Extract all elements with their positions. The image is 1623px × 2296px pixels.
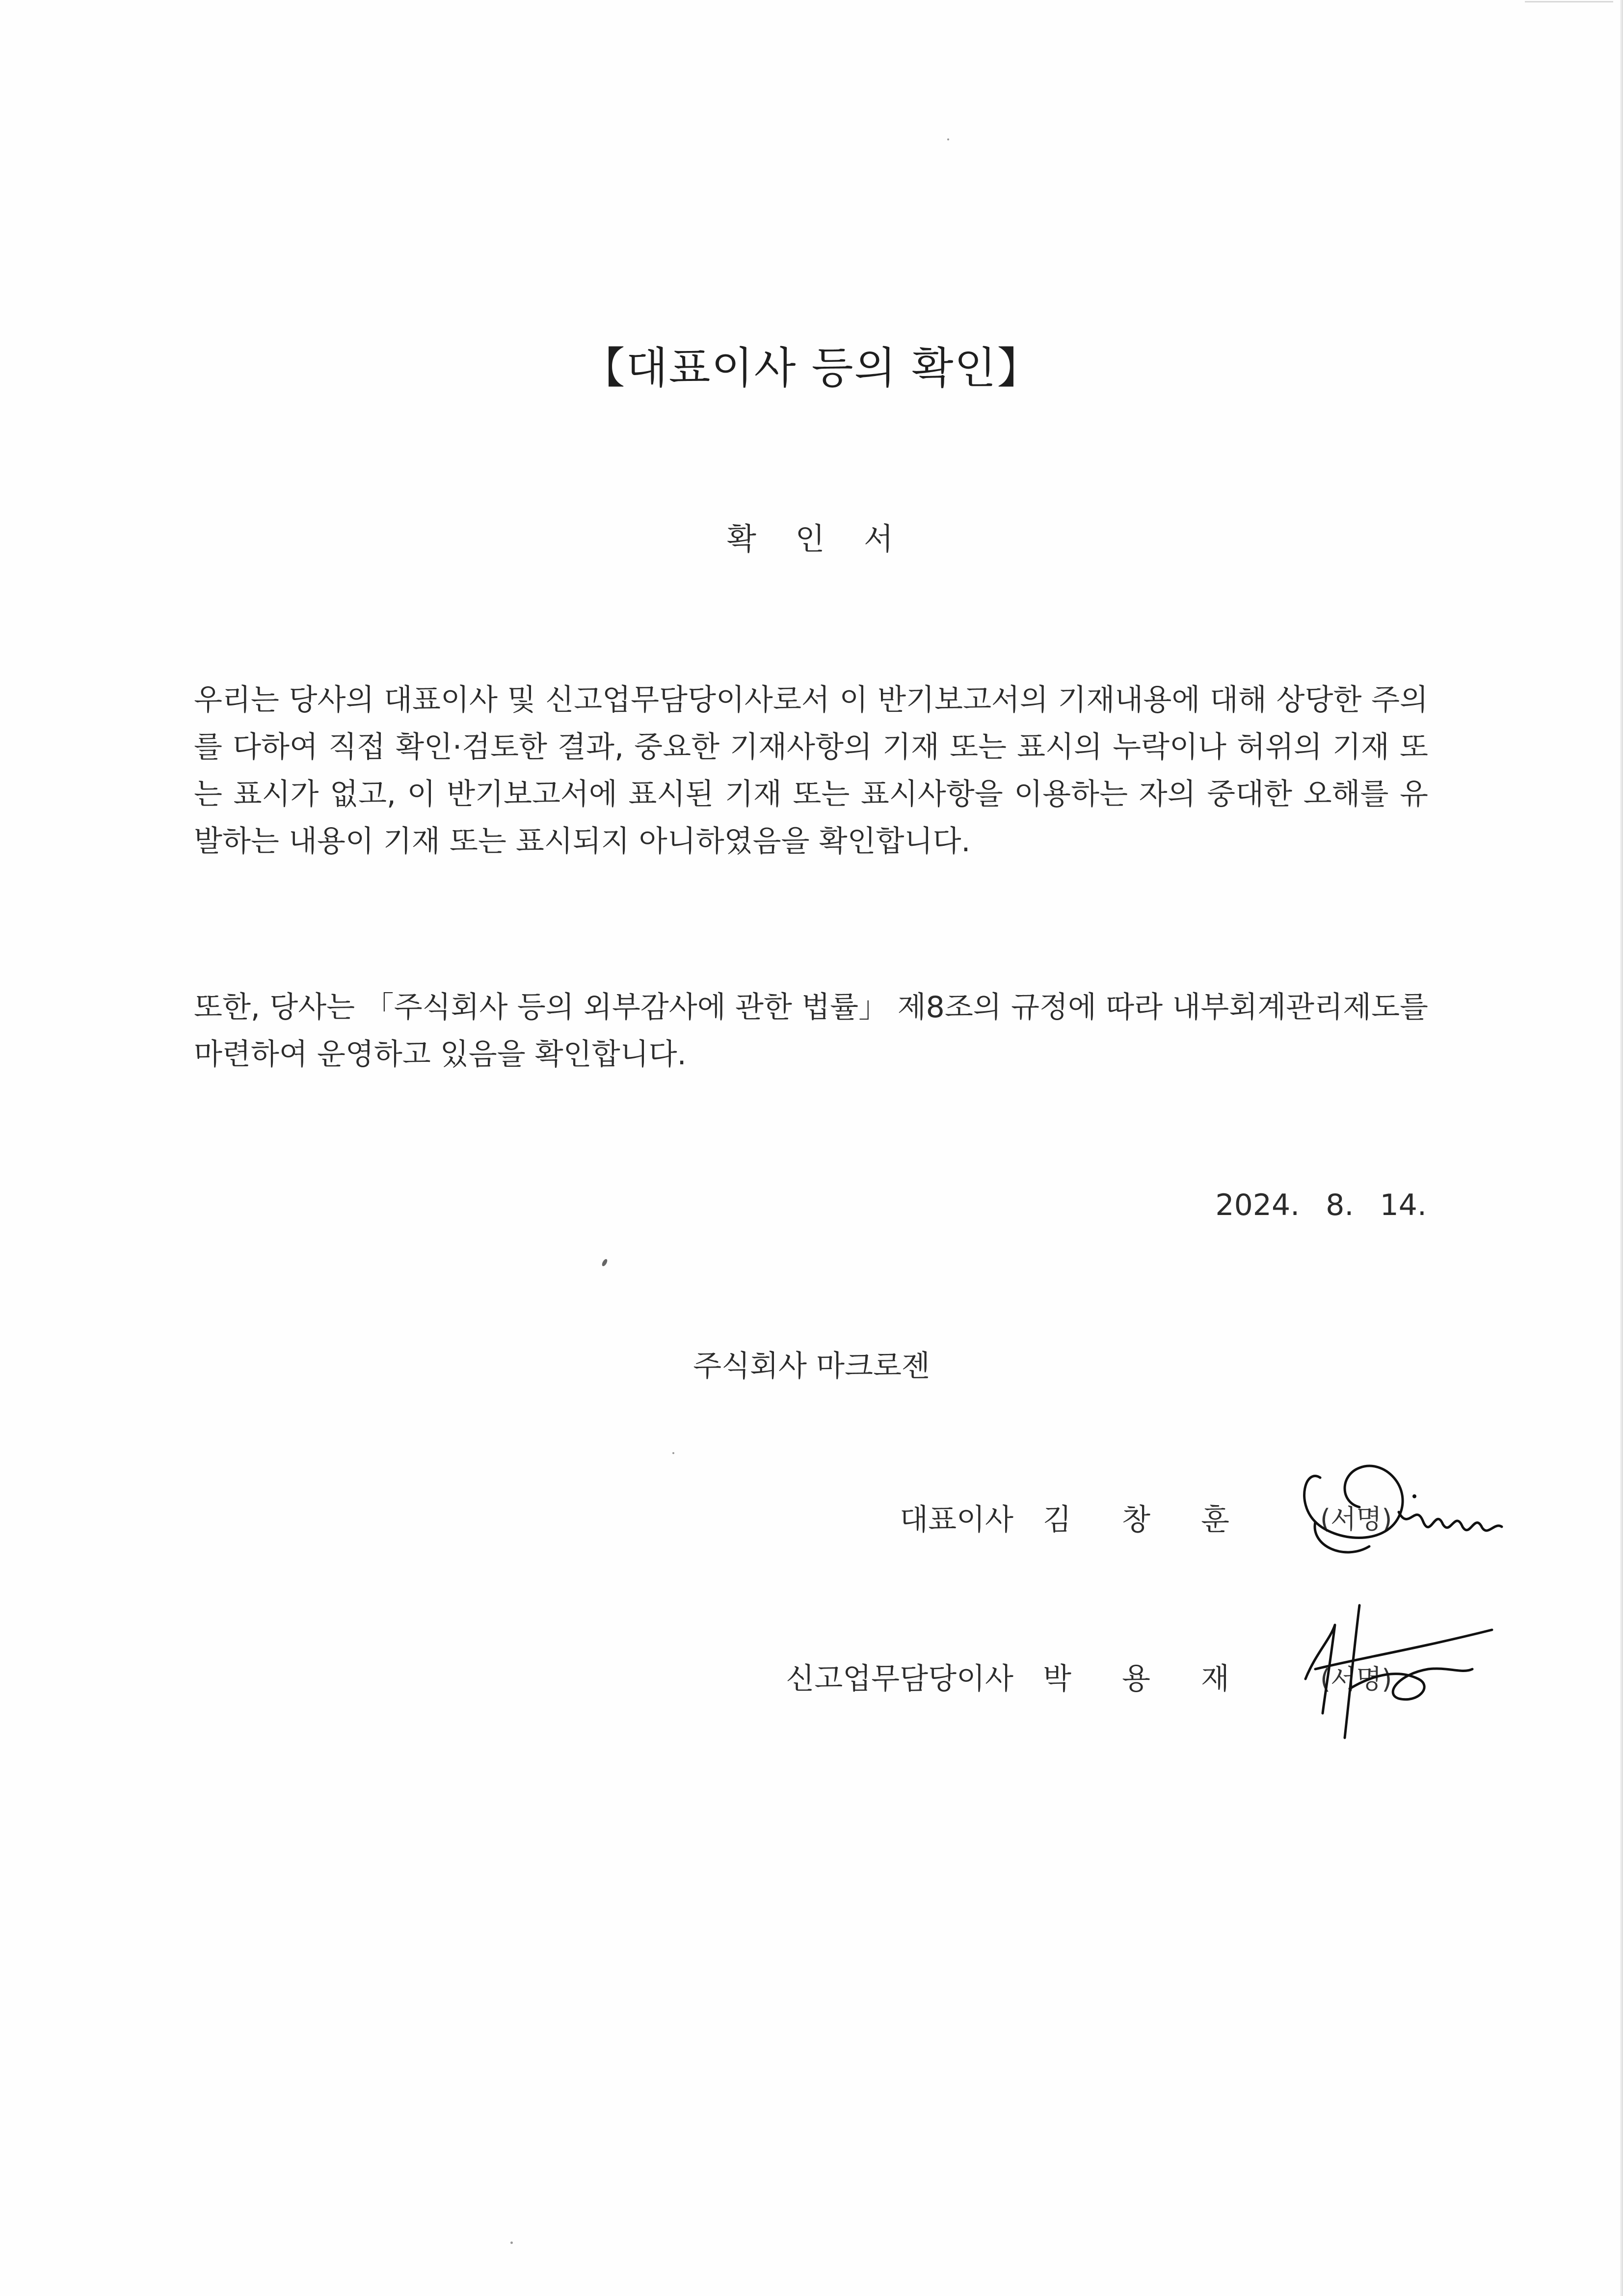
signature-label: (서명) — [1320, 1664, 1392, 1695]
confirmation-paragraph: 우리는 당사의 대표이사 및 신고업무담당이사로서 이 반기보고서의 기재내용에 대해 상당한 주의를 다하여 직접 확인·검토한 결과, 중요한 기재사항의 기재 또는 표시의 누락이나 허위의 기재 또는 표시가 없고, 이 반기보고서에 표시된 기재 또는 표시사항을 이용하는 자의 중대한 오해를 유발하는 내용이 기재 또는 표시되지 아니하였음을 확인합니다. — [194, 683, 1428, 859]
scan-speck — [601, 1258, 609, 1267]
handwritten-signature-ceo — [1286, 1448, 1512, 1576]
document-heading: 【대표이사 등의 확인】 — [582, 343, 1041, 393]
signatory-role: 대표이사 — [900, 1503, 1013, 1537]
company-name: 주식회사 마크로젠 — [693, 1349, 930, 1383]
scan-speck — [672, 1452, 674, 1454]
handwritten-signature-reporting-director — [1286, 1595, 1512, 1743]
scan-speck — [510, 2242, 513, 2244]
document-subheading: 확 인 서 — [726, 521, 897, 557]
internal-control-paragraph: 또한, 당사는 「주식회사 등의 외부감사에 관한 법률」 제8조의 규정에 따라 내부회계관리제도를 마련하여 운영하고 있음을 확인합니다. — [194, 990, 1428, 1072]
signatory-name: 김 창 훈 — [1042, 1503, 1250, 1537]
scan-speck — [947, 138, 949, 140]
signatory-name: 박 용 재 — [1042, 1662, 1250, 1696]
signature-label: (서명) — [1320, 1504, 1392, 1535]
document-date: 2024. 8. 14. — [1215, 1188, 1427, 1222]
scan-mark — [1525, 1, 1613, 2]
signatory-role: 신고업무담당이사 — [786, 1662, 1013, 1696]
signatory-ceo — [900, 1496, 1250, 1539]
signatory-reporting-director — [786, 1655, 1250, 1698]
